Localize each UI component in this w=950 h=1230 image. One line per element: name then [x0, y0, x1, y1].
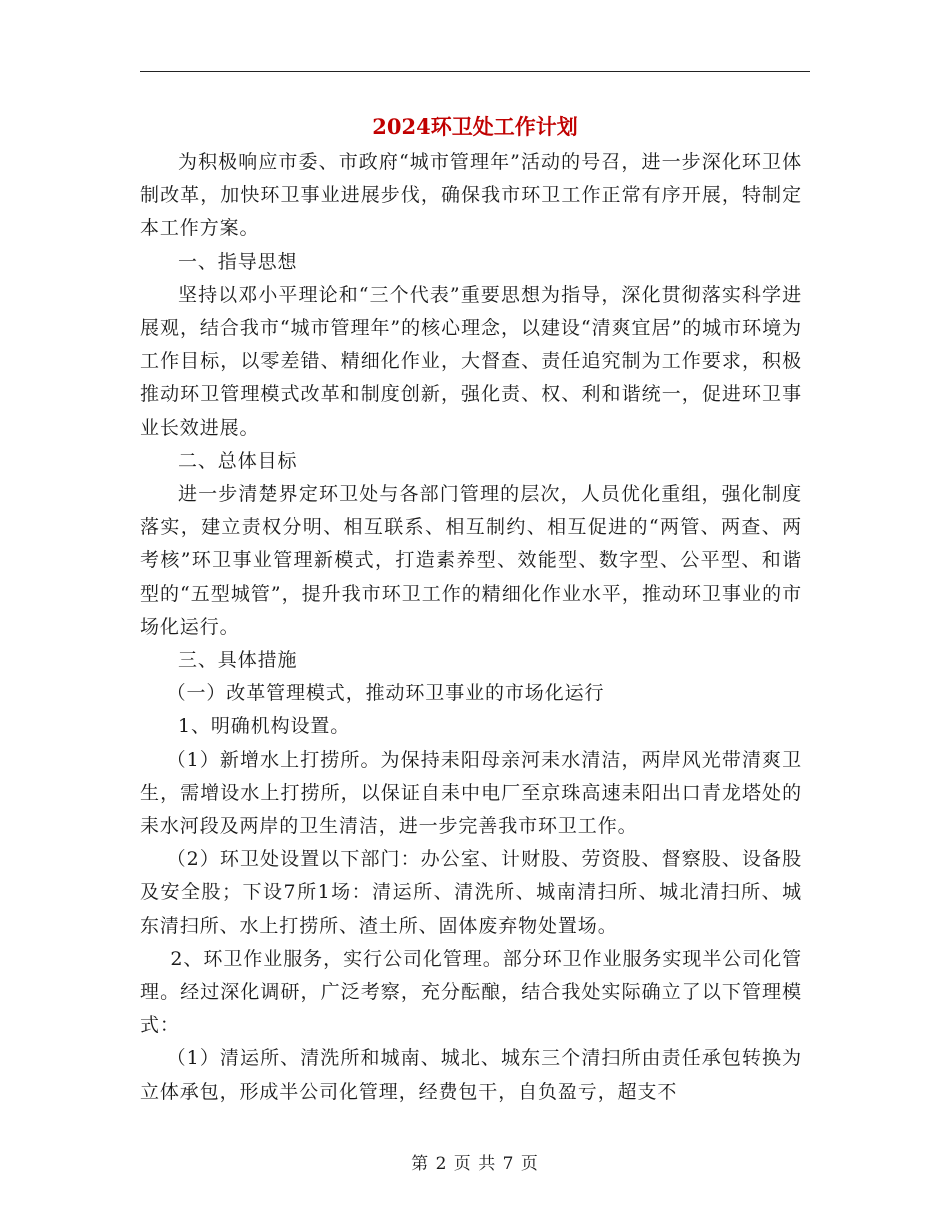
item-paragraph-water-salvage: （1）新增水上打捞所。为保持耒阳母亲河耒水清洁，两岸风光带清爽卫生，需增设水上打捞所，以保证自耒中电厂至京珠高速耒阳出口青龙塔处的耒水河段及两岸的卫生清洁，进一步完善我市环卫工作。 [140, 748, 802, 838]
section-heading-guiding-thought: 一、指导思想 [178, 250, 298, 273]
intro-paragraph: 为积极响应市委、市政府“城市管理年”活动的号召，进一步深化环卫体制改革，加快环卫事业进展步伐，确保我市环卫工作正常有序开展，特制定本工作方案。 [140, 151, 802, 240]
section-heading-measures: 三、具体措施 [178, 649, 298, 672]
overall-goal-paragraph: 进一步清楚界定环卫处与各部门管理的层次，人员优化重组，强化制度落实，建立责权分明、相互联系、相互制约、相互促进的“两管、两查、两考核”环卫事业管理新模式，打造素养型、效能型、数字型、公平型、和谐型的“五型城管”，提升我市环卫工作的精细化作业水平，推动环卫事业的市场化运行。 [140, 483, 802, 638]
page-number-footer: 第 2 页 共 7 页 [411, 1154, 539, 1174]
section-heading-overall-goal: 二、总体目标 [178, 449, 298, 472]
guiding-thought-paragraph: 坚持以邓小平理论和“三个代表”重要思想为指导，深化贯彻落实科学进展观，结合我市“城市管理年”的核心理念，以建设“清爽宜居”的城市环境为工作目标，以零差错、精细化作业，大督查、责任追究制为工作要求，积极推动环卫管理模式改革和制度创新，强化责、权、利和谐统一，促进环卫事业长效进展。 [140, 283, 802, 439]
item-paragraph-company-management: 2、环卫作业服务，实行公司化管理。部分环卫作业服务实现半公司化管理。经过深化调研，广泛考察，充分酝酿，结合我处实际确立了以下管理模式： [140, 947, 802, 1037]
subsection-heading-reform: （一）改革管理模式，推动环卫事业的市场化运行 [166, 682, 605, 705]
header-rule [140, 71, 810, 72]
document-title: 2024环卫处工作计划 [372, 114, 578, 139]
document-body [140, 146, 802, 1109]
item-paragraph-departments: （2）环卫处设置以下部门：办公室、计财股、劳资股、督察股、设备股及安全股；下设7所1场：清运所、清洗所、城南清扫所、城北清扫所、城东清扫所、水上打捞所、渣土所、固体废弃物处置场。 [140, 848, 802, 937]
item-heading-institution: 1、明确机构设置。 [178, 715, 351, 738]
item-paragraph-contracting: （1）清运所、清洗所和城南、城北、城东三个清扫所由责任承包转换为立体承包，形成半公司化管理，经费包干，自负盈亏，超支不 [140, 1047, 802, 1103]
